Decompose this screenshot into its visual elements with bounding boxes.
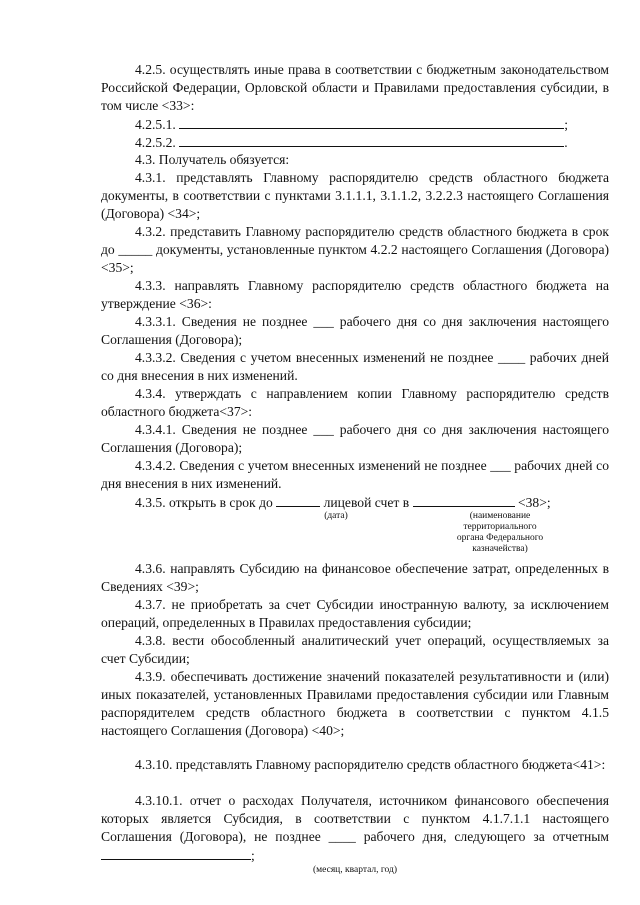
org-blank xyxy=(413,493,515,507)
paragraph-4-2-5-2: 4.2.5.2. . xyxy=(135,135,568,150)
paragraph-4-3-3-1: 4.3.3.1. Сведения не позднее ___ рабочего дня со дня заключения настоящего Соглашения (Договора); xyxy=(101,314,609,347)
paragraph-4-3: 4.3. Получатель обязуется: xyxy=(135,152,290,167)
caption-treasury-organ: (наименование территориального органа Федерального казначейства) xyxy=(456,511,544,554)
paragraph-4-2-5: 4.2.5. осуществлять иные права в соответствии с бюджетным законодательством Российской Федерации, Орловской области и Правилами предоставления субсидии, в том числе <33>: xyxy=(101,62,609,113)
paragraph-4-3-10-1: 4.3.10.1. отчет о расходах Получателя, источником финансового обеспечения которых является Субсидия, в соответствии с пунктом 4.1.7.1.1 настоящего Соглашения (Договора), не позднее ____ рабочего дня, следующего за отчетным ; xyxy=(101,793,609,863)
paragraph-4-3-4: 4.3.4. утверждать с направлением копии Главному распорядителю средств областного бюджета<37>: xyxy=(101,386,609,419)
paragraph-4-3-4-1: 4.3.4.1. Сведения не позднее ___ рабочего дня со дня заключения настоящего Соглашения (Договора); xyxy=(101,422,609,455)
blank-line xyxy=(179,115,564,129)
paragraph-4-3-10: 4.3.10. представлять Главному распорядителю средств областного бюджета<41>: xyxy=(135,757,606,772)
paragraph-4-3-2: 4.3.2. представить Главному распорядителю средств областного бюджета в срок до _____ документы, установленные пунктом 4.2.2 настоящего Соглашения (Договора) <35>; xyxy=(101,224,609,275)
paragraph-4-3-1: 4.3.1. представлять Главному распорядителю средств областного бюджета документы, в соответствии с пунктами 3.1.1.1, 3.1.1.2, 3.2.2.3 настоящего Соглашения (Договора) <34>; xyxy=(101,170,609,221)
paragraph-4-3-3-2: 4.3.3.2. Сведения с учетом внесенных изменений не позднее ____ рабочих дней со дня внесения в них изменений. xyxy=(101,350,609,383)
paragraph-4-3-7: 4.3.7. не приобретать за счет Субсидии иностранную валюту, за исключением операций, определенных в Правилах предоставления субсидии; xyxy=(101,597,609,630)
paragraph-4-3-4-2: 4.3.4.2. Сведения с учетом внесенных изменений не позднее ___ рабочих дней со дня внесения в них изменений. xyxy=(101,458,609,491)
blank-line xyxy=(179,133,564,147)
caption-date: (дата) xyxy=(324,511,348,521)
paragraph-4-3-8: 4.3.8. вести обособленный аналитический учет операций, осуществляемых за счет Субсидии; xyxy=(101,633,609,666)
paragraph-4-3-9: 4.3.9. обеспечивать достижение значений показателей результативности и (или) иных показателей, установленных Правилами предоставления субсидии или Главным распорядителем средств областного бюджета в соответствии с пунктом 4.1.5 настоящего Соглашения (Договора) <40>; xyxy=(101,669,609,738)
paragraph-4-2-5-1: 4.2.5.1. ; xyxy=(135,117,568,132)
paragraph-4-3-3: 4.3.3. направлять Главному распорядителю средств областного бюджета на утверждение <36>: xyxy=(101,278,609,311)
caption-period: (месяц, квартал, год) xyxy=(312,865,398,875)
paragraph-4-3-5: 4.3.5. открыть в срок до лицевой счет в <38>; xyxy=(135,495,551,510)
paragraph-4-3-6: 4.3.6. направлять Субсидию на финансовое обеспечение затрат, определенных в Сведениях <39>; xyxy=(101,561,609,594)
date-blank xyxy=(276,493,320,507)
period-blank xyxy=(101,846,251,860)
